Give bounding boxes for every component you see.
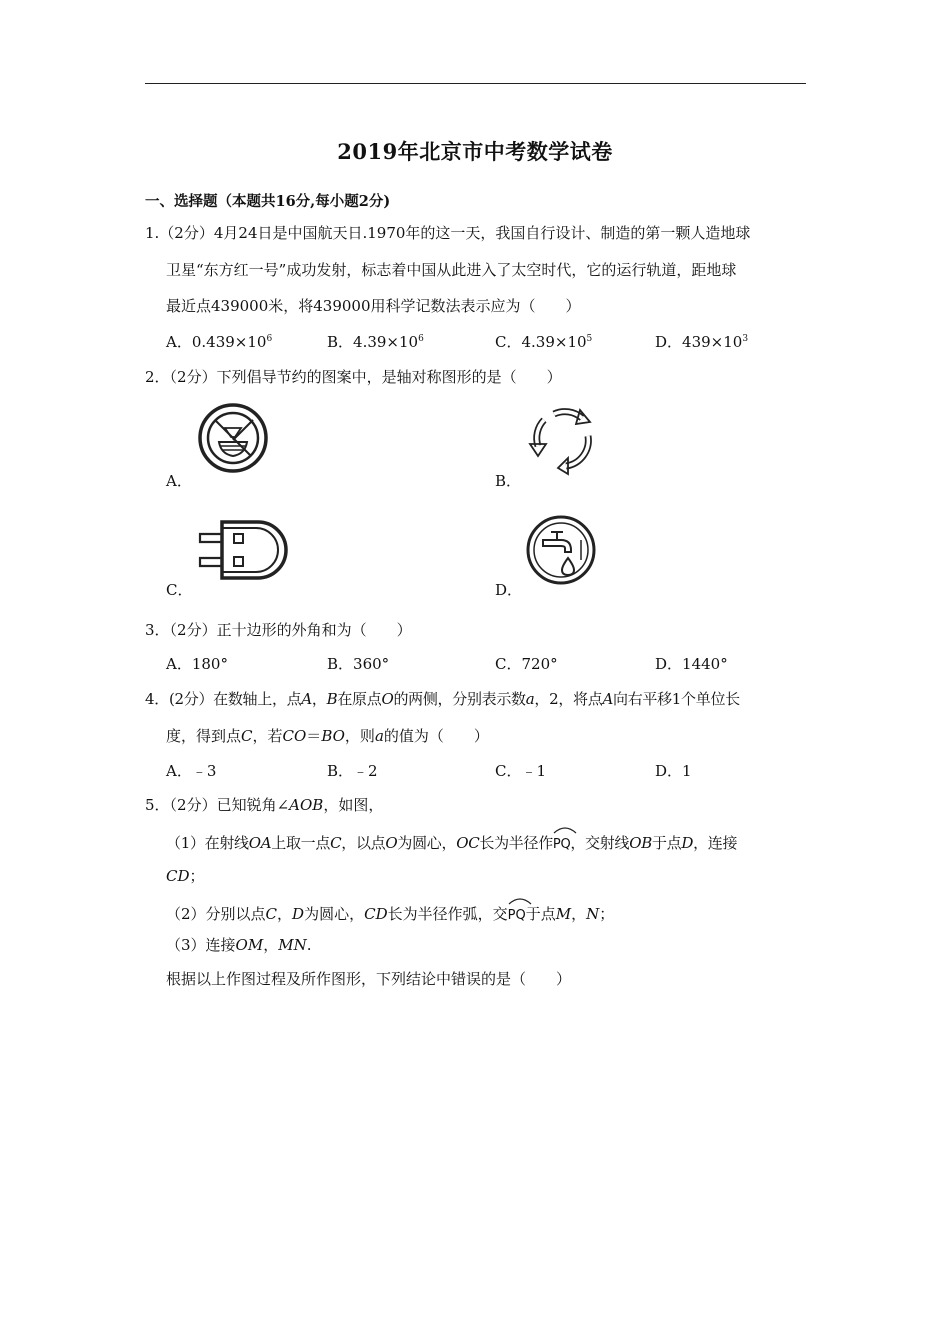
header-rule	[145, 83, 806, 84]
water-faucet-icon	[525, 514, 597, 586]
q4-line-2: 度，得到点C，若CO＝BO，则a的值为（ ）	[166, 727, 489, 745]
q1-option-a[interactable]: A．$0.439\times 10^6$	[166, 333, 273, 351]
q2-option-c[interactable]: C．	[166, 581, 193, 599]
q3-stem: 3．（2分）正十边形的外角和为（ ）	[145, 621, 412, 639]
q1-line-1: 1.（2分）4月24日是中国航天日.1970年的这一天，我国自行设计、制造的第一颗人造地球	[145, 224, 751, 242]
section-heading: 一、选择题（本题共16分,每小题2分)	[145, 193, 391, 210]
q5-question: 根据以上作图过程及所作图形，下列结论中错误的是（ ）	[166, 970, 572, 988]
q2-option-d[interactable]: D．	[495, 581, 523, 599]
recycle-arrows-icon	[524, 402, 602, 476]
no-waste-food-icon	[197, 402, 269, 474]
arc-pq-symbol: PQ	[553, 828, 570, 856]
q1-option-b[interactable]: B．$4.39\times 10^6$	[327, 333, 424, 351]
q2-option-a[interactable]: A．	[166, 472, 192, 490]
q1-option-d[interactable]: D．$439\times 10^3$	[655, 333, 749, 351]
q5-line-1: 5．（2分）已知锐角∠AOB，如图，	[145, 796, 384, 814]
q4-option-b[interactable]: B．﹣2	[327, 762, 378, 780]
q1-line-3: 最近点439000米，将439000用科学记数法表示应为（ ）	[166, 297, 581, 315]
q4-line-1: 4．(2分）在数轴上，点A，B在原点O的两侧，分别表示数a，2，将点A向右平移1个单位长	[145, 690, 740, 708]
q5-step-1: （1）在射线OA上取一点C，以点O为圆心，OC长为半径作 PQ，交射线OB于点D，连接	[166, 828, 737, 856]
arc-pq-symbol-2: PQ	[508, 899, 526, 927]
q3-option-b[interactable]: B．360°	[327, 655, 390, 673]
q5-step-2: （2）分别以点C，D为圆心，CD长为半径作弧，交 PQ于点M，N；	[166, 899, 614, 927]
q4-option-a[interactable]: A．﹣3	[166, 762, 217, 780]
q2-stem: 2．（2分）下列倡导节约的图案中，是轴对称图形的是（ ）	[145, 368, 562, 386]
q4-option-c[interactable]: C．﹣1	[495, 762, 547, 780]
q1-line-2: 卫星“东方红一号”成功发射，标志着中国从此进入了太空时代，它的运行轨道，距地球	[166, 261, 737, 279]
q5-step-3: （3）连接OM，MN.	[166, 936, 312, 954]
q1-option-c[interactable]: C．$4.39\times 10^5$	[495, 333, 593, 351]
page-title: 2019年北京市中考数学试卷	[337, 139, 613, 164]
q4-option-d[interactable]: D．1	[655, 762, 692, 780]
q3-option-d[interactable]: D．1440°	[655, 655, 728, 673]
q3-option-a[interactable]: A．180°	[166, 655, 228, 673]
q3-option-c[interactable]: C．720°	[495, 655, 558, 673]
power-plug-icon	[196, 518, 296, 582]
q2-option-b[interactable]: B．	[495, 472, 522, 490]
q5-step-1-cont: CD；	[166, 867, 205, 885]
